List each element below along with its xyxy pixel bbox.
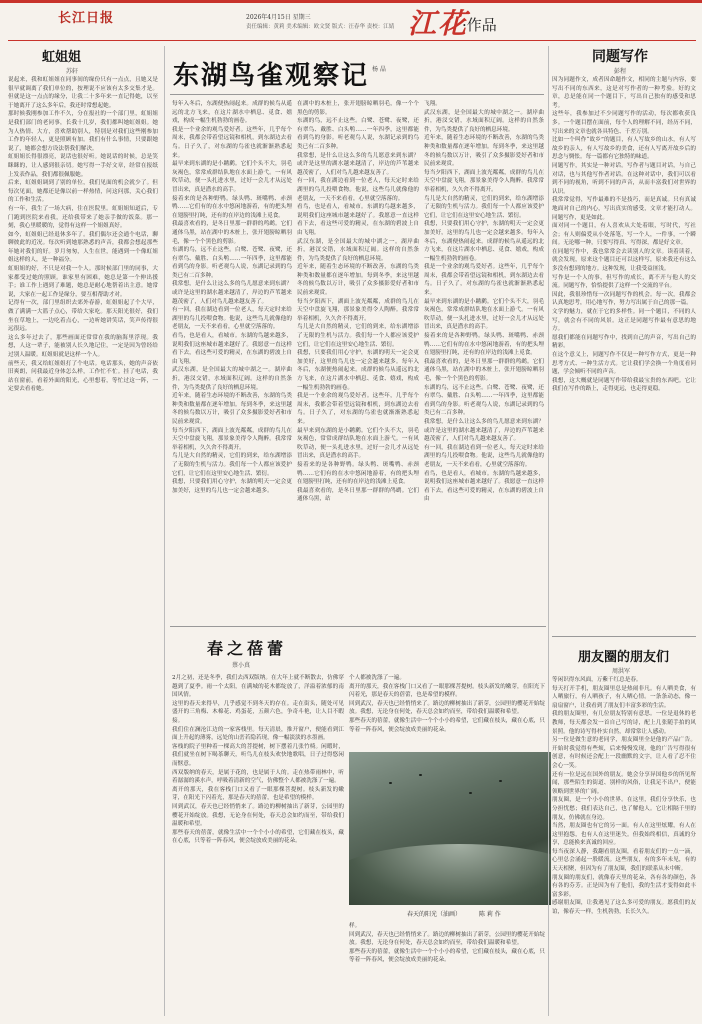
column-divider <box>164 46 165 1016</box>
article-body-donghu-col1: 每年入冬后，东湖便热闹起来。成群的候鸟从遥远的北方飞来，在这片湖水中栖息、觅食、嬉戏，构成一幅生机勃勃的画卷。 我是一个业余的观鸟爱好者。这些年，几乎每个周末，我都会带着望远镜和相机，到东湖边去看鸟。日子久了，对东湖的鸟雀也就渐渐熟悉起来。 最早来到东湖的是小䴙䴘。它们个头不大，羽毛灰褐色，常常成群结队地在水面上游弋。一有风吹草动，便一头扎进水里，过好一会儿才从远处冒出来，真是潜水的高手。 接着来的是各种野鸭。绿头鸭、斑嘴鸭、赤颈鸭……它们有的在水中悠闲地游着，有的把头埋在翅膀里打盹，还有的在岸边的浅滩上觅食。 我最喜欢看的，是冬日里那一群群的鸬鹚。它们通体乌黑，站在湖中的木桩上，张开翅膀晾晒羽毛，像一个个黑色的剪影。 东湖的鸟，远不止这些。白鹭、苍鹭、夜鹭，还有翠鸟、戴胜、白头鹎……一年四季，这里都能看到鸟的身影。听老观鸟人说，东湖记录到的鸟类已有二百多种。 我常想，是什么让这么多的鸟儿愿意来到东湖？或许是这里的湖水越来越清了，岸边的芦苇越来越茂密了，人们对鸟儿越来越友善了。 有一回，我在湖边看到一位老人，每天定时来给湖里的鸟儿投喂食物。他说，这些鸟儿就像他的老朋友，一天不来看看，心里就空落落的。 看鸟，也是看人，看城市。东湖的鸟越来越多，说明我们这座城市越来越好了。我愿意一直这样看下去，看这些可爱的精灵，在东湖的碧波上自由飞翔。 武汉东湖，是全国最大的城中湖之一。湖岸曲折，港汊交错，水域面积辽阔。这样的自然条件，为鸟类提供了良好的栖息环境。 近年来，随着生态环境的不断改善，东湖的鸟类种类和数量都在逐年增加。每到冬季，来这里越冬的候鸟数以万计，吸引了众多摄影爱好者和市民前来观赏。 每当夕阳西下，湖面上波光粼粼，成群的鸟儿在天空中盘旋飞翔，那景象美得令人陶醉。我常常举着相机，久久舍不得离开。 鸟儿是大自然的精灵，它们的到来，给东湖增添了无限的生机与活力。我们每一个人都应该爱护它们，让它们在这里安心地生活、繁衍。 我想，只要我们用心守护，东湖的明天一定会更加美好，这里的鸟儿也一定会越来越多。 <box>172 101 292 494</box>
article-body-chunzhibeilei: 2月之初，还是冬季，我们去西双版纳。在大年上就不断散去，仿佛穿越到了夏季。雨一个太阳，在满城的花木都绽放了，洋溢着浓郁的南国风情。 这里的春天来得早，几乎感觉不到冬天的存在。走在街头，随处可见盛开的三角梅、木棉花、鸡蛋花，五颜六色，争奇斗艳，让人目不暇接。 我们住在澜沧江边的一家客栈里。每天清晨，推开窗户，便能看到江面上升起的薄雾，远处的山峦若隐若现，像一幅淡淡的水墨画。 客栈的院子里种着一棵高大的菩提树，树下摆着几张竹椅。闲暇时，我们就坐在树下喝茶聊天，听鸟儿在枝头欢快地歌唱，日子过得悠闲而惬意。 西双版纳的春天，是属于花的，也是属于人的。走在热带雨林中，听着潺潺的溪水声，呼吸着清新的空气，仿佛整个人都被洗涤了一遍。 离开的那天，我在客栈门口又看了一眼那棵菩提树。枝头新发的嫩芽，在阳光下闪着光，那是春天的蓓蕾，也是希望的模样。 回到武汉，春天也已经悄悄来了。路边的柳树抽出了新芽，公园里的樱花开始绽放。我想，无论身在何处，春天总会如约而至，带给我们温暖和希望。 那些春天的蓓蕾，就像生活中一个个小小的希望，它们藏在枝头，藏在心底，只等着一阵春风，便会绽放成美丽的花朵。 <box>172 675 344 845</box>
article-body-chunzhibeilei-cont: 个人都被洗涤了一遍。 离开的那天，我在客栈门口又看了一眼那棵菩提树。枝头新发的嫩芽，在阳光下闪着光，那是春天的蓓蕾，也是希望的模样。 回到武汉，春天也已经悄悄来了。路边的柳树抽出了新芽，公园里的樱花开始绽放。我想，无论身在何处，春天总会如约而至，带给我们温暖和希望。 那些春天的蓓蕾，就像生活中一个个小小的希望，它们藏在枝头，藏在心底，只等着一阵春风，便会绽放成美丽的花朵。 <box>349 675 545 733</box>
article-body-pengyouquan: 等闲识得东风面，万紫千红总是春。 每天打开手机，朋友圈里总是热闹非凡。有人晒美食，有人晒旅行，有人晒孩子，有人晒心情。一条条动态，像一扇扇窗户，让我看到了朋友们丰富多彩的生活。 我的朋友圈里，有几位朋友特别有意思。一位是退休的老教师，每天都会发一首自己写的诗，配上几张随手拍的风景照。他的诗写得朴实自然，却常常让人感动。 另一位是做生意的老同学，朋友圈里全是他的产品广告。开始时我觉得有些烦，后来慢慢发现，他的广告写得很有创意，有时候还会配上一段幽默的文字，让人看了忍不住会心一笑。 还有一位是远在国外的朋友。她会分享异国他乡的所见所闻，那些陌生的街道、别样的风俗，让我足不出户，便能领略到世界的广阔。 朋友圈，是一个小小的世界。在这里，我们分享快乐，也分担忧愁；我们表达自己，也了解他人。它让相隔千里的朋友，仿佛就在身边。 当然，朋友圈也有它的另一面。有人在这里炫耀，有人在这里抱怨，也有人在这里迷失。但我始终相信，真诚的分享，总能换来真诚的回应。 每当夜深人静，我翻看朋友圈，看着朋友们的一点一滴，心里总会涌起一股暖流。这些朋友，有的多年未见，有的天天相聚，但因为有了朋友圈，我们的联系从未中断。 朋友圈的朋友们，就像春天里的花朵，各有各的颜色，各有各的芬芳。正是因为有了他们，我的生活才变得如此丰富多彩。 感谢朋友圈，让我遇见了这么多可爱的朋友。愿我们的友谊，像春天一样，生机勃勃，长长久久。 <box>552 677 696 916</box>
article-author: 周洪军 <box>612 668 631 675</box>
supplement-brand: 江花 <box>408 7 469 40</box>
page-header <box>0 0 702 40</box>
article-author: 彭程 <box>614 68 627 75</box>
article-author: 杨 晶 <box>372 66 386 73</box>
newspaper-name: 长江日报 <box>58 11 115 26</box>
section-name: ·作品 <box>462 16 497 34</box>
section-rule <box>552 636 696 637</box>
editor-credits: 责任编辑：黄莉 美术编辑：欧文贤 版式：汪春华 责校：江婧 <box>246 24 395 30</box>
column-divider <box>548 46 549 1016</box>
bird-mark <box>389 782 392 784</box>
article-body-chunzhibeilei-tail: 样。 回到武汉，春天也已经悄悄来了。路边的柳树抽出了新芽，公园里的樱花开始绽放。我想，无论身在何处，春天总会如约而至，带给我们温暖和希望。 那些春天的蓓蕾，就像生活中一个个小小的希望，它们藏在枝头，藏在心底，只等着一阵春风，便会绽放成美丽的花朵。 <box>349 923 545 964</box>
bird-mark <box>469 792 472 794</box>
wave-shape <box>349 844 551 905</box>
article-body-donghu-col3: 飞翔。 武汉东湖，是全国最大的城中湖之一。湖岸曲折，港汊交错，水域面积辽阔。这样的自然条件，为鸟类提供了良好的栖息环境。 近年来，随着生态环境的不断改善，东湖的鸟类种类和数量都在逐年增加。每到冬季，来这里越冬的候鸟数以万计，吸引了众多摄影爱好者和市民前来观赏。 每当夕阳西下，湖面上波光粼粼，成群的鸟儿在天空中盘旋飞翔，那景象美得令人陶醉。我常常举着相机，久久舍不得离开。 鸟儿是大自然的精灵，它们的到来，给东湖增添了无限的生机与活力。我们每一个人都应该爱护它们，让它们在这里安心地生活、繁衍。 我想，只要我们用心守护，东湖的明天一定会更加美好，这里的鸟儿也一定会越来越多。每年入冬后，东湖便热闹起来。成群的候鸟从遥远的北方飞来，在这片湖水中栖息、觅食、嬉戏，构成一幅生机勃勃的画卷。 我是一个业余的观鸟爱好者。这些年，几乎每个周末，我都会带着望远镜和相机，到东湖边去看鸟。日子久了，对东湖的鸟雀也就渐渐熟悉起来。 最早来到东湖的是小䴙䴘。它们个头不大，羽毛灰褐色，常常成群结队地在水面上游弋。一有风吹草动，便一头扎进水里，过好一会儿才从远处冒出来，真是潜水的高手。 接着来的是各种野鸭。绿头鸭、斑嘴鸭、赤颈鸭……它们有的在水中悠闲地游着，有的把头埋在翅膀里打盹，还有的在岸边的浅滩上觅食。 我最喜欢看的，是冬日里那一群群的鸬鹚。它们通体乌黑，站在湖中的木桩上，张开翅膀晾晒羽毛，像一个个黑色的剪影。 东湖的鸟，远不止这些。白鹭、苍鹭、夜鹭，还有翠鸟、戴胜、白头鹎……一年四季，这里都能看到鸟的身影。听老观鸟人说，东湖记录到的鸟类已有二百多种。 我常想，是什么让这么多的鸟儿愿意来到东湖？或许是这里的湖水越来越清了，岸边的芦苇越来越茂密了，人们对鸟儿越来越友善了。 有一回，我在湖边看到一位老人，每天定时来给湖里的鸟儿投喂食物。他说，这些鸟儿就像他的老朋友，一天不来看看，心里就空落落的。 看鸟，也是看人，看城市。东湖的鸟越来越多，说明我们这座城市越来越好了。我愿意一直这样看下去，看这些可爱的精灵，在东湖的碧波上自由 <box>424 101 544 503</box>
article-body-tongtixiezuo: 因为同题作文，成者因命题作文，相同的主题与内容，要写出不同的东西来，这是对写作者的一种考验。好的文章，总是能在同一个题目下，写出自己独有的感受和思考。 这些年，我参加过不少同题写作的活动，每次都收获良多。一个题目摆在面前，每个人的理解不同，经历不同，写出来的文章也就各具特色、千差万别。 比如一个叫作“故乡”的题目，有人写故乡的山水，有人写故乡的亲人，有人写故乡的美食，还有人写离开故乡后的思念与惆怅。每一篇都有它独特的味道。 同题写作，其实是一种对话。写作者与题目对话，与自己对话，也与其他写作者对话。在这种对话中，我们可以看到不同的视角，听到不同的声音，从而丰富我们对世界的认识。 我常常觉得，写作最难的不是技巧，而是真诚。只有真诚地面对自己的内心，写出真实的感受，文章才能打动人。同题写作，更是如此。 面对同一个题目，有人喜欢从大处着眼，写时代，写社会；有人则偏爱从小处落笔，写一个人，一件事，一个瞬间。无论哪一种，只要写得真、写得深，都是好文章。 在同题写作中，我也常常会去读别人的文章。读着读着，就会发现，原来这个题目还可以这样写，原来我还有这么多没有想到的地方。这种发现，让我受益匪浅。 写作是一个人的事，但写作的成长，离不开与他人的交流。同题写作，恰恰提供了这样一个交流的平台。 因此，我很珍惜每一次同题写作的机会。每一次，我都会认真地思考，用心地写作，努力写出属于自己的那一篇。 文学的魅力，就在于它的多样性。同一个题目，不同的人写，就会有不同的风景。这正是同题写作最有意思的地方。 愿我们都能在同题写作中，找到自己的声音，写出自己的精彩。 在这个意义上，同题写作不仅是一种写作方式，更是一种思考方式、一种生活方式。它让我们学会换一个角度看问题，学会倾听不同的声音。 我想，这大概就是同题写作带给我最宝贵的东西吧。它让我们在写作的路上，走得更远，也走得更稳。 <box>552 77 696 393</box>
article-body-hongjiejie: 说起来，我和虹姐姐在同事间的缘份只有一点点，且她又是很早就调离了我们单位的，按理说不应该有太多交集才是。但就是这一点点的缘分，让我二十多年来一直记得她，以至于她离开了这么多年后，我还时常想起她。 那时候我刚参加工作不久，分在报社的一个部门里，虹姐姐是我们部门的老同事，长我十几岁，我们都叫她虹姐姐。她为人热情、大方，喜欢帮助别人，特别是对我们这些刚参加工作的年轻人，更是照顾有加。我们有什么事情，只要跟她说了，她都会想方设法帮我们解决。 虹姐姐长得很漂亮，说话也很好听。她说话的时候，总是笑眯眯的，让人感到很亲切。她写得一手好文章，经常在报纸上发表作品，我们都很佩服她。 后来，虹姐姐调到了别的单位，我们见面的机会就少了。但每次见面，她都还是像以前一样热情，问这问那，关心我们的工作和生活。 有一年，我生了一场大病，住在医院里。虹姐姐知道后，专门跑到医院来看我，还给我带来了她亲手做的饭菜。那一刻，我心里暖暖的，觉得有这样一个姐姐真好。 如今，虹姐姐已经退休多年了。我们偶尔还会通个电话，聊聊彼此的近况。每次听到她那熟悉的声音，我都会想起那些年她对我们的好。岁月匆匆，人生在世，能遇到一个像虹姐姐这样的人，是一种福分。 虹姐姐的好，不只是对我一个人。那时候部门里的同事，大家都受过她的照顾。谁家里有困难，她总是第一个伸出援手；谁工作上遇到了难题，她总是耐心地帮着出主意。她常说，大家在一起工作是缘分，要互相帮助才对。 记得有一次，部门里组织去郊外春游，虹姐姐起了个大早，做了满满一大篮子点心，带给大家吃。那天阳光很好，我们坐在草地上，一边吃着点心，一边听她讲笑话，笑声传得很远很远。 这么多年过去了，那些画面还常常在我的脑海里浮现。我想，人这一辈子，能被别人长久地记住，一定是因为曾经给过别人温暖。虹姐姐就是这样一个人。 前些天，我又给虹姐姐打了个电话。电话那头，她的声音依旧爽朗，问我最近身体怎么样，工作忙不忙。挂了电话，我站在窗前，看着外面的阳光，心里想着，等忙过这一阵，一定要去看看她。 <box>8 77 158 393</box>
section-rule <box>170 626 546 627</box>
oil-painting-image <box>349 752 551 905</box>
photo-caption <box>349 909 551 918</box>
issue-date: 2026年4月15日 星期三 <box>246 14 311 21</box>
article-title-tongtixiezuo: 同题写作 <box>592 49 648 65</box>
header-accent-bar <box>0 0 702 3</box>
article-title-pengyouquan: 朋友圈的朋友们 <box>578 650 670 665</box>
caption-credit: 陈 莉 作 <box>478 911 501 918</box>
caption-title: 春天的阳光（油画） <box>407 911 462 918</box>
bird-mark <box>419 774 422 776</box>
article-title-chunzhibeilei: 春之蓓蕾 <box>207 639 288 658</box>
bird-mark <box>499 780 502 782</box>
header-rule <box>8 40 696 41</box>
article-body-donghu-col2: 在湖中的木桩上，张开翅膀晾晒羽毛，像一个个黑色的剪影。 东湖的鸟，远不止这些。白鹭、苍鹭、夜鹭，还有翠鸟、戴胜、白头鹎……一年四季，这里都能看到鸟的身影。听老观鸟人说，东湖记录到的鸟类已有二百多种。 我常想，是什么让这么多的鸟儿愿意来到东湖？或许是这里的湖水越来越清了，岸边的芦苇越来越茂密了，人们对鸟儿越来越友善了。 有一回，我在湖边看到一位老人，每天定时来给湖里的鸟儿投喂食物。他说，这些鸟儿就像他的老朋友，一天不来看看，心里就空落落的。 看鸟，也是看人，看城市。东湖的鸟越来越多，说明我们这座城市越来越好了。我愿意一直这样看下去，看这些可爱的精灵，在东湖的碧波上自由飞翔。 武汉东湖，是全国最大的城中湖之一。湖岸曲折，港汊交错，水域面积辽阔。这样的自然条件，为鸟类提供了良好的栖息环境。 近年来，随着生态环境的不断改善，东湖的鸟类种类和数量都在逐年增加。每到冬季，来这里越冬的候鸟数以万计，吸引了众多摄影爱好者和市民前来观赏。 每当夕阳西下，湖面上波光粼粼，成群的鸟儿在天空中盘旋飞翔，那景象美得令人陶醉。我常常举着相机，久久舍不得离开。 鸟儿是大自然的精灵，它们的到来，给东湖增添了无限的生机与活力。我们每一个人都应该爱护它们，让它们在这里安心地生活、繁衍。 我想，只要我们用心守护，东湖的明天一定会更加美好，这里的鸟儿也一定会越来越多。每年入冬后，东湖便热闹起来。成群的候鸟从遥远的北方飞来，在这片湖水中栖息、觅食、嬉戏，构成一幅生机勃勃的画卷。 我是一个业余的观鸟爱好者。这些年，几乎每个周末，我都会带着望远镜和相机，到东湖边去看鸟。日子久了，对东湖的鸟雀也就渐渐熟悉起来。 最早来到东湖的是小䴙䴘。它们个头不大，羽毛灰褐色，常常成群结队地在水面上游弋。一有风吹草动，便一头扎进水里，过好一会儿才从远处冒出来，真是潜水的高手。 接着来的是各种野鸭。绿头鸭、斑嘴鸭、赤颈鸭……它们有的在水中悠闲地游着，有的把头埋在翅膀里打盹，还有的在岸边的浅滩上觅食。 我最喜欢看的，是冬日里那一群群的鸬鹚。它们通体乌黑，站 <box>297 101 419 503</box>
article-author: 苏轩 <box>66 68 79 75</box>
article-title-donghu: 东湖鸟雀观察记 <box>173 61 370 91</box>
article-title-hongjiejie: 虹姐姐 <box>42 50 82 65</box>
title-rule <box>170 94 544 95</box>
article-author: 蔡小真 <box>232 662 251 669</box>
